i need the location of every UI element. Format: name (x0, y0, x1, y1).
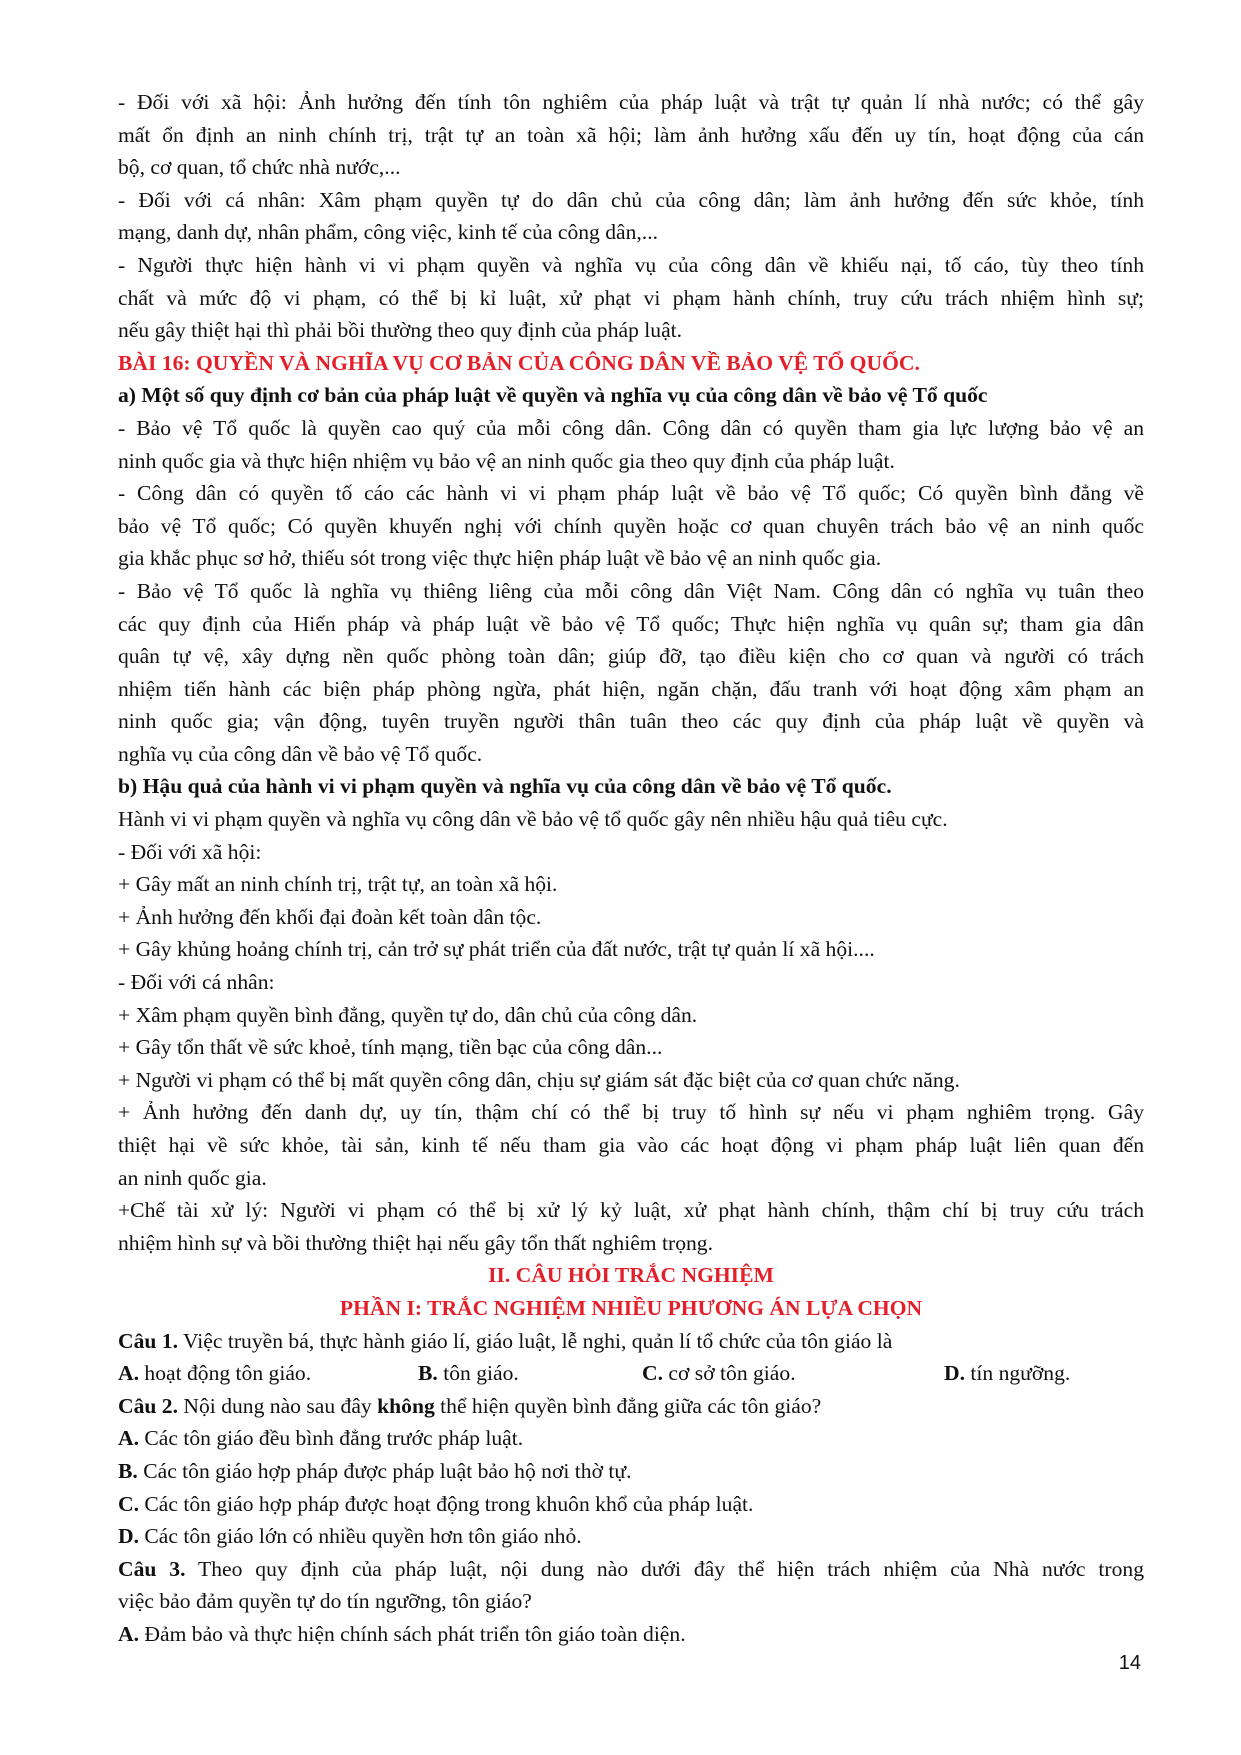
section-a-heading: a) Một số quy định cơ bản của pháp luật về quyền và nghĩa vụ của công dân về bảo vệ Tổ quốc (118, 383, 988, 408)
text-line: bộ, cơ quan, tổ chức nhà nước,... (118, 155, 401, 180)
question-label: Câu 3. (118, 1556, 186, 1581)
text-line: mạng, danh dự, nhân phẩm, công việc, kinh tế của công dân,... (118, 220, 659, 245)
text-line: - Công dân có quyền tố cáo các hành vi vi phạm pháp luật về bảo vệ Tổ quốc; Có quyền bình đẳng về (118, 481, 1144, 506)
part-2-title: II. CÂU HỎI TRẮC NGHIỆM (488, 1263, 774, 1288)
option-b[interactable]: B. tôn giáo. (418, 1361, 519, 1386)
page-number: 14 (1118, 1652, 1141, 1674)
document-page (118, 86, 1144, 1651)
emphasis-not: không (377, 1393, 435, 1418)
text-line: + Xâm phạm quyền bình đẳng, quyền tự do, dân chủ của công dân. (118, 1002, 698, 1027)
text-line: + Người vi phạm có thể bị mất quyền công dân, chịu sự giám sát đặc biệt của cơ quan chức năng. (118, 1067, 960, 1092)
text-line: + Gây khủng hoảng chính trị, cản trở sự phát triển của đất nước, trật tự quản lí xã hội.... (118, 937, 875, 962)
text-line: ninh quốc gia và thực hiện nhiệm vụ bảo vệ an ninh quốc gia theo quy định của pháp luật. (118, 448, 895, 473)
section-b-heading: b) Hậu quả của hành vi vi phạm quyền và nghĩa vụ của công dân về bảo vệ Tổ quốc. (118, 774, 892, 799)
question-1-options (118, 1357, 1144, 1390)
text-line: quân tự vệ, xây dựng nền quốc phòng toàn dân; giúp đỡ, tạo điều kiện cho cơ quan và người có trách (118, 644, 1144, 669)
question-3-cont: việc bảo đảm quyền tự do tín ngưỡng, tôn giáo? (118, 1589, 532, 1614)
section-b-body (118, 803, 1144, 1259)
text-line: + Gây tổn thất về sức khoẻ, tính mạng, tiền bạc của công dân... (118, 1035, 663, 1060)
option-d[interactable]: D. tín ngưỡng. (944, 1361, 1071, 1386)
text-line: chất và mức độ vi phạm, có thể bị kỉ luật, xử phạt vi phạm hành chính, truy cứu trách nhiệm hình sự; (118, 285, 1144, 310)
text-line: ninh quốc gia; vận động, tuyên truyền người thân tuân theo các quy định của pháp luật về quyền và (118, 709, 1144, 734)
text-line: - Bảo vệ Tổ quốc là quyền cao quý của mỗi công dân. Công dân có quyền tham gia lực lượng bảo vệ an (118, 415, 1144, 440)
text-line: +Chế tài xử lý: Người vi phạm có thể bị xử lý kỷ luật, xử phạt hành chính, thậm chí bị truy cứu trách (118, 1198, 1144, 1223)
question-3: Câu 3. Theo quy định của pháp luật, nội dung nào dưới đây thể hiện trách nhiệm của Nhà nước trong (118, 1556, 1144, 1581)
paragraph-consequences-complaints (118, 86, 1144, 347)
option-c[interactable]: C. cơ sở tôn giáo. (642, 1361, 796, 1386)
q3-option-a[interactable]: A. Đảm bảo và thực hiện chính sách phát triển tôn giáo toàn diện. (118, 1621, 686, 1646)
question-1 (118, 1325, 1144, 1358)
text-line: - Đối với xã hội: Ảnh hưởng đến tính tôn nghiêm của pháp luật và trật tự quản lí nhà nước; có thể gây (118, 90, 1144, 114)
lesson-16-title: BÀI 16: QUYỀN VÀ NGHĨA VỤ CƠ BẢN CỦA CÔNG DÂN VỀ BẢO VỆ TỔ QUỐC. (118, 350, 920, 375)
text-line: - Đối với cá nhân: Xâm phạm quyền tự do dân chủ của công dân; làm ảnh hưởng đến sức khỏe, tính (118, 187, 1144, 212)
text-line: mất ổn định an ninh chính trị, trật tự an toàn xã hội; làm ảnh hưởng xấu đến uy tín, hoạt động của cán (118, 122, 1144, 147)
text-line: + Ảnh hưởng đến danh dự, uy tín, thậm chí có thể bị truy tố hình sự nếu vi phạm nghiêm trọng. Gây (118, 1100, 1144, 1125)
section-a-body (118, 412, 1144, 771)
text-line: nếu gây thiệt hại thì phải bồi thường theo quy định của pháp luật. (118, 318, 683, 343)
text-line: - Bảo vệ Tổ quốc là nghĩa vụ thiêng liêng của mỗi công dân Việt Nam. Công dân có nghĩa vụ tuân theo (118, 578, 1144, 603)
text-line: nhiệm hình sự và bồi thường thiệt hại nếu gây tổn thất nghiêm trọng. (118, 1230, 713, 1255)
text-line: - Đối với xã hội: (118, 839, 262, 864)
question-text: Việc truyền bá, thực hành giáo lí, giáo luật, lễ nghi, quản lí tổ chức của tôn giáo là (178, 1328, 893, 1353)
text-line: gia khắc phục sơ hở, thiếu sót trong việc thực hiện pháp luật về bảo vệ an ninh quốc gia. (118, 546, 882, 571)
q2-option-b[interactable]: B. Các tôn giáo hợp pháp được pháp luật bảo hộ nơi thờ tự. (118, 1458, 632, 1483)
text-line: + Gây mất an ninh chính trị, trật tự, an toàn xã hội. (118, 872, 558, 897)
text-line: bảo vệ Tổ quốc; Có quyền khuyến nghị với chính quyền hoặc cơ quan chuyên trách bảo vệ an ninh quốc (118, 513, 1144, 538)
question-label: Câu 1. (118, 1328, 178, 1353)
text-line: - Đối với cá nhân: (118, 970, 275, 995)
text-line: Hành vi vi phạm quyền và nghĩa vụ công dân về bảo vệ tổ quốc gây nên nhiều hậu quả tiêu cực. (118, 807, 948, 832)
text-line: nhiệm tiến hành các biện pháp phòng ngừa, phát hiện, ngăn chặn, đấu tranh với hoạt động xâm phạm an (118, 676, 1144, 701)
part-1-title: PHẦN I: TRẮC NGHIỆM NHIỀU PHƯƠNG ÁN LỰA CHỌN (339, 1295, 923, 1320)
text-line: thiệt hại về sức khỏe, tài sản, kinh tế nếu tham gia vào các hoạt động vi phạm pháp luật liên quan đến (118, 1133, 1144, 1157)
q2-option-a[interactable]: A. Các tôn giáo đều bình đẳng trước pháp luật. (118, 1426, 524, 1451)
option-a[interactable]: A. hoạt động tôn giáo. (118, 1361, 312, 1386)
q2-option-c[interactable]: C. Các tôn giáo hợp pháp được hoạt động trong khuôn khổ của pháp luật. (118, 1491, 754, 1516)
text-line: các quy định của Hiến pháp và pháp luật về bảo vệ Tổ quốc; Thực hiện nghĩa vụ quân sự; tham gia dân (118, 611, 1144, 636)
text-line: an ninh quốc gia. (118, 1165, 267, 1190)
text-line: nghĩa vụ của công dân về bảo vệ Tổ quốc. (118, 741, 483, 766)
text-line: - Người thực hiện hành vi vi phạm quyền và nghĩa vụ của công dân về khiếu nại, tố cáo, tùy theo tính (118, 252, 1144, 277)
question-2: Câu 2. Nội dung nào sau đây không thể hiện quyền bình đẳng giữa các tôn giáo? (118, 1393, 822, 1418)
question-label: Câu 2. (118, 1393, 178, 1418)
text-line: + Ảnh hưởng đến khối đại đoàn kết toàn dân tộc. (118, 904, 542, 929)
q2-option-d[interactable]: D. Các tôn giáo lớn có nhiều quyền hơn tôn giáo nhỏ. (118, 1524, 582, 1549)
